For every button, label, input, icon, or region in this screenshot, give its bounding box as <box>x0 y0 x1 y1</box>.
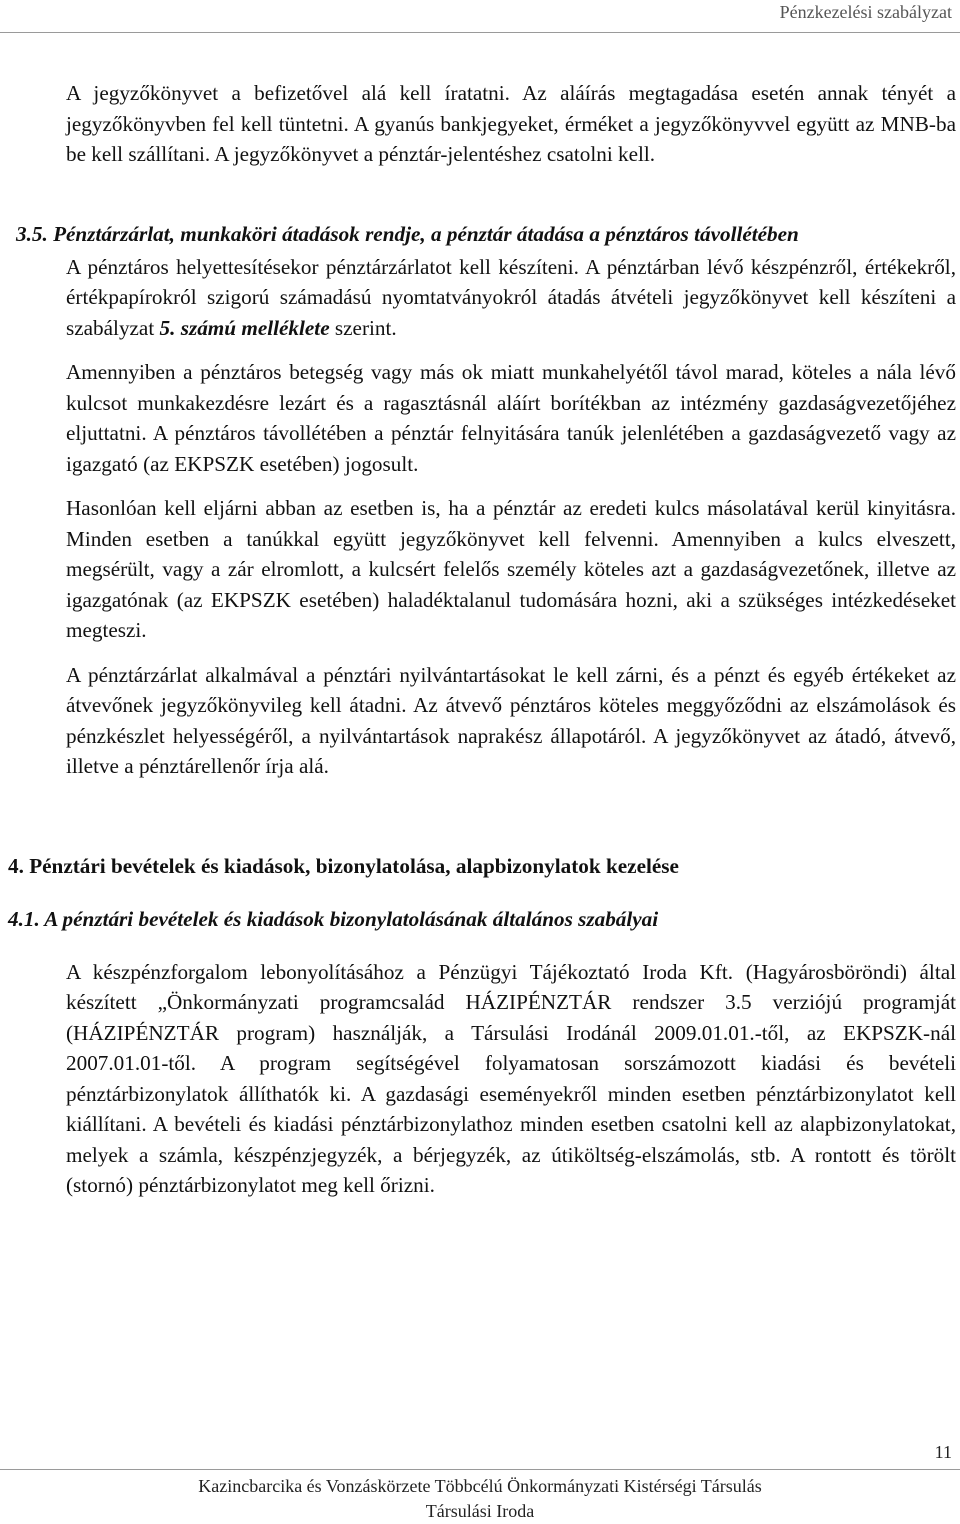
paragraph-absence: Amennyiben a pénztáros betegség vagy más ok miatt munkahelyétől távol marad, köteles a nála lévő kulcsot munkakezdésre lezárt és a ragasztásnál aláírt borítékban az intézmény gazdaságvezetőjéhez eljuttatni. A pénztáros távollétében a pénztár felnyitására tanúk jelenlétében a gazdaságvezető vagy az igazgató (az EKPSZK esetében) jogosult. <box>66 360 956 476</box>
paragraph-substitution-text: A pénztáros helyettesítésekor pénztárzárlatot kell készíteni. A pénztárban lévő készpénzről, értékekről, értékpapírokról szigorú számadású nyomtatványokról átadás átvételi jegyzőkönyvet kell készíteni a szabályzat <box>66 254 956 340</box>
paragraph-key-copy: Hasonlóan kell eljárni abban az esetben is, ha a pénztár az eredeti kulcs másolatával kerül kinyitásra. Minden esetben a tanúkkal együtt jegyzőkönyvet kell felvenni. Amennyiben a kulcs elveszett, megsérült, vagy a zár elromlott, a kulcsért felelős személy köteles azt a gazdaságvezetőnek, illetve az igazgatónak (az EKPSZK esetében) haladéktalanul tudomására hozni, aki a szükséges intézkedéseket megteszi. <box>66 496 956 642</box>
chapter-4-title: 4. Pénztári bevételek és kiadások, bizonylatolása, alapbizonylatok kezelése <box>8 853 679 878</box>
document-body <box>8 78 956 1201</box>
footer-organization: Kazincbarcika és Vonzáskörzete Többcélú Önkormányzati Kistérségi Társulás <box>198 1476 762 1496</box>
annex-reference: 5. számú melléklete <box>159 315 330 340</box>
paragraph-protocol-signature: A jegyzőkönyvet a befizetővel alá kell íratatni. Az aláírás megtagadása esetén annak tényét a jegyzőkönyvben fel kell tüntetni. A gyanús bankjegyeket, érméket a jegyzőkönyvvel együtt az MNB-ba be kell szállítani. A jegyzőkönyvet a pénztár-jelentéshez csatolni kell. <box>66 81 956 166</box>
section-4-1-title: 4.1. A pénztári bevételek és kiadások bizonylatolásának általános szabályai <box>8 906 659 931</box>
paragraph-substitution <box>66 252 956 344</box>
paragraph-substitution-end: szerint. <box>329 315 397 340</box>
paragraph-cash-closing: A pénztárzárlat alkalmával a pénztári nyilvántartásokat le kell zárni, és a pénzt és egyéb értékeket az átvevőnek jegyzőkönyvileg kell átadni. Az átvevő pénztáros köteles meggyőződni az elszámolások és pénzkészlet helyességéről, a nyilvántartások naprakész állapotáról. A jegyzőkönyvet az átadó, átvevő, illetve a pénztárellenőr írja alá. <box>66 662 956 778</box>
section-3-5-title: 3.5. Pénztárzárlat, munkaköri átadások rendje, a pénztár átadása a pénztáros távollétében <box>16 221 799 246</box>
page-number: 11 <box>934 1442 952 1462</box>
running-header: Pénzkezelési szabályzat <box>779 2 952 22</box>
header-divider <box>0 32 960 33</box>
footer-office: Társulási Iroda <box>425 1501 535 1521</box>
paragraph-cash-software: A készpénzforgalom lebonyolításához a Pénzügyi Tájékoztató Iroda Kft. (Hagyárosböröndi) által készített „Önkormányzati programcsalád HÁZIPÉNZTÁR rendszer 3.5 verziójú programját (HÁZIPÉNZTÁR program) használják, a Társulási Irodánál 2009.01.01.-től, az EKPSZK-nál 2007.01.01-től. A program segítségével folyamatosan sorszámozott kiadási és bevételi pénztárbizonylatok állíthatók ki. A gazdasági eseményekről minden esetben pénztárbizonylatot kell kiállítani. A bevételi és kiadási pénztárbizonylathoz minden esetben csatolni kell az alapbizonylatokat, melyek a számla, készpénzjegyzék, a bérjegyzék, az útiköltség-elszámolás, stb. A rontott és törölt (stornó) pénztárbizonylatot meg kell őrizni. <box>66 959 956 1197</box>
running-footer <box>0 1474 960 1524</box>
footer-divider <box>0 1469 960 1470</box>
